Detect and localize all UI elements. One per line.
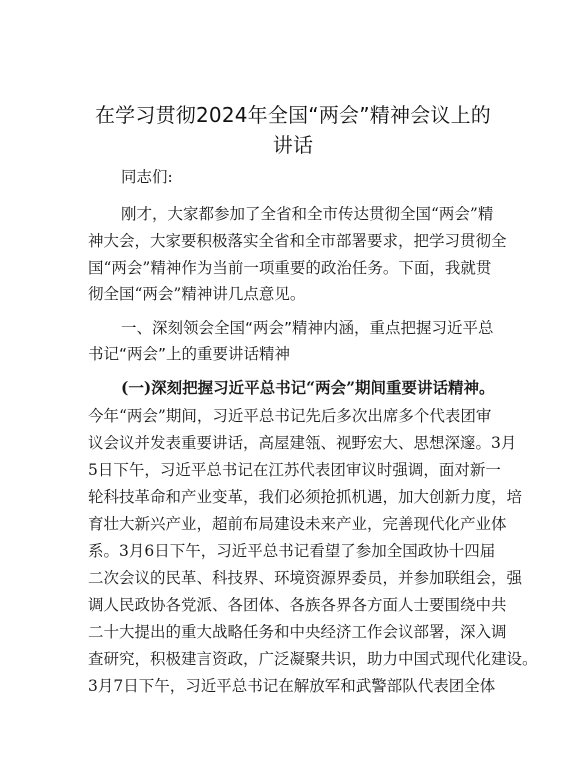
section-heading-line: 书记“两会”上的重要讲话精神: [88, 345, 291, 363]
paragraph-line: 3月7日下午，习近平总书记在解放军和武警部队代表团全体: [88, 677, 496, 695]
paragraph-line: 5日下午，习近平总书记在江苏代表团审议时强调，面对新一: [88, 461, 501, 479]
paragraph-line: 议会议并发表重要讲话，高屋建瓴、视野宏大、思想深邃。3月: [88, 434, 517, 452]
section-heading-line: 一、深刻领会全国“两会”精神内涵，重点把握习近平总: [121, 319, 494, 337]
document-title-line1: 在学习贯彻2024年全国“两会”精神会议上的: [94, 103, 492, 127]
paragraph-line: 二十大提出的重大战略任务和中央经济工作会议部署，深入调: [88, 623, 507, 641]
paragraph-line: 彻全国“两会”精神讲几点意见。: [88, 285, 306, 303]
paragraph-line: 育壮大新兴产业，超前布局建设未来产业，完善现代化产业体: [88, 515, 507, 533]
paragraph-line: 查研究，积极建言资政，广泛凝聚共识，助力中国式现代化建设。: [88, 650, 538, 668]
document-title-line2: 讲话: [272, 133, 314, 157]
paragraph-line: 系。3月6日下午，习近平总书记看望了参加全国政协十四届: [88, 542, 496, 560]
paragraph-line: 国“两会”精神作为当前一项重要的政治任务。下面，我就贯: [88, 259, 492, 277]
paragraph-line: 今年“两会”期间，习近平总书记先后多次出席多个代表团审: [88, 407, 492, 425]
paragraph-line: 二次会议的民革、科技界、环境资源界委员，并参加联组会，强: [88, 569, 523, 587]
paragraph-line: 神大会，大家要积极落实全省和全市部署要求，把学习贯彻全: [88, 232, 507, 250]
paragraph-line: 调人民政协各党派、各团体、各族各界各方面人士要围绕中共: [88, 596, 507, 614]
salutation: 同志们:: [121, 168, 173, 186]
subheading-line: (一)深刻把握习近平总书记“两会”期间重要讲话精神。: [121, 378, 495, 397]
paragraph-line: 轮科技革命和产业变革，我们必须抢抓机遇，加大创新力度，培: [88, 488, 523, 506]
paragraph-line: 刚才，大家都参加了全省和全市传达贯彻全国“两会”精: [121, 205, 494, 223]
